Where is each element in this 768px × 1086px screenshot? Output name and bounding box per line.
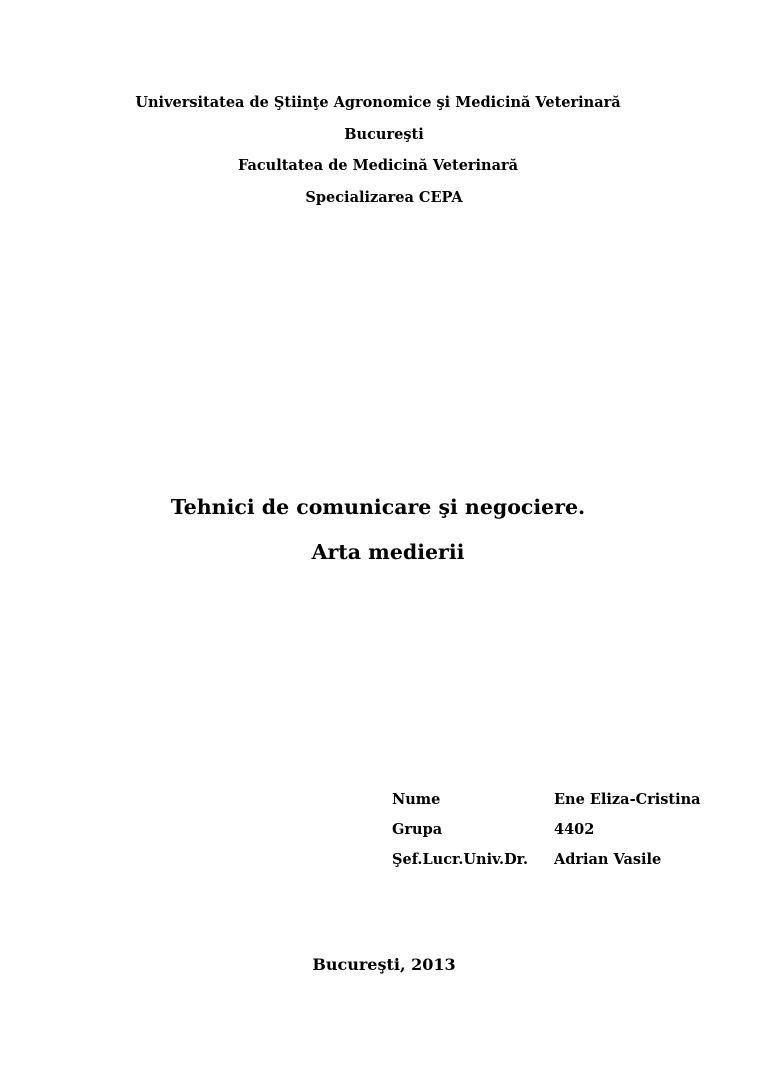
- info-label-supervisor: Şef.Lucr.Univ.Dr.: [392, 851, 529, 868]
- info-label-group: Grupa: [392, 821, 443, 838]
- university-name: Universitatea de Ştiinţe Agronomice şi Medicină Veterinară: [135, 94, 621, 111]
- info-value-supervisor: Adrian Vasile: [554, 851, 662, 868]
- document-subtitle: Arta medierii: [311, 540, 465, 564]
- info-value-group: 4402: [554, 821, 595, 838]
- specialization-name: Specializarea CEPA: [305, 189, 463, 206]
- place-and-date: Bucureşti, 2013: [312, 955, 456, 974]
- info-value-name: Ene Eliza-Cristina: [554, 791, 701, 808]
- document-title: Tehnici de comunicare şi negociere.: [170, 495, 586, 519]
- info-label-name: Nume: [392, 791, 441, 808]
- faculty-name: Facultatea de Medicină Veterinară: [237, 157, 519, 174]
- university-city: Bucureşti: [344, 126, 424, 143]
